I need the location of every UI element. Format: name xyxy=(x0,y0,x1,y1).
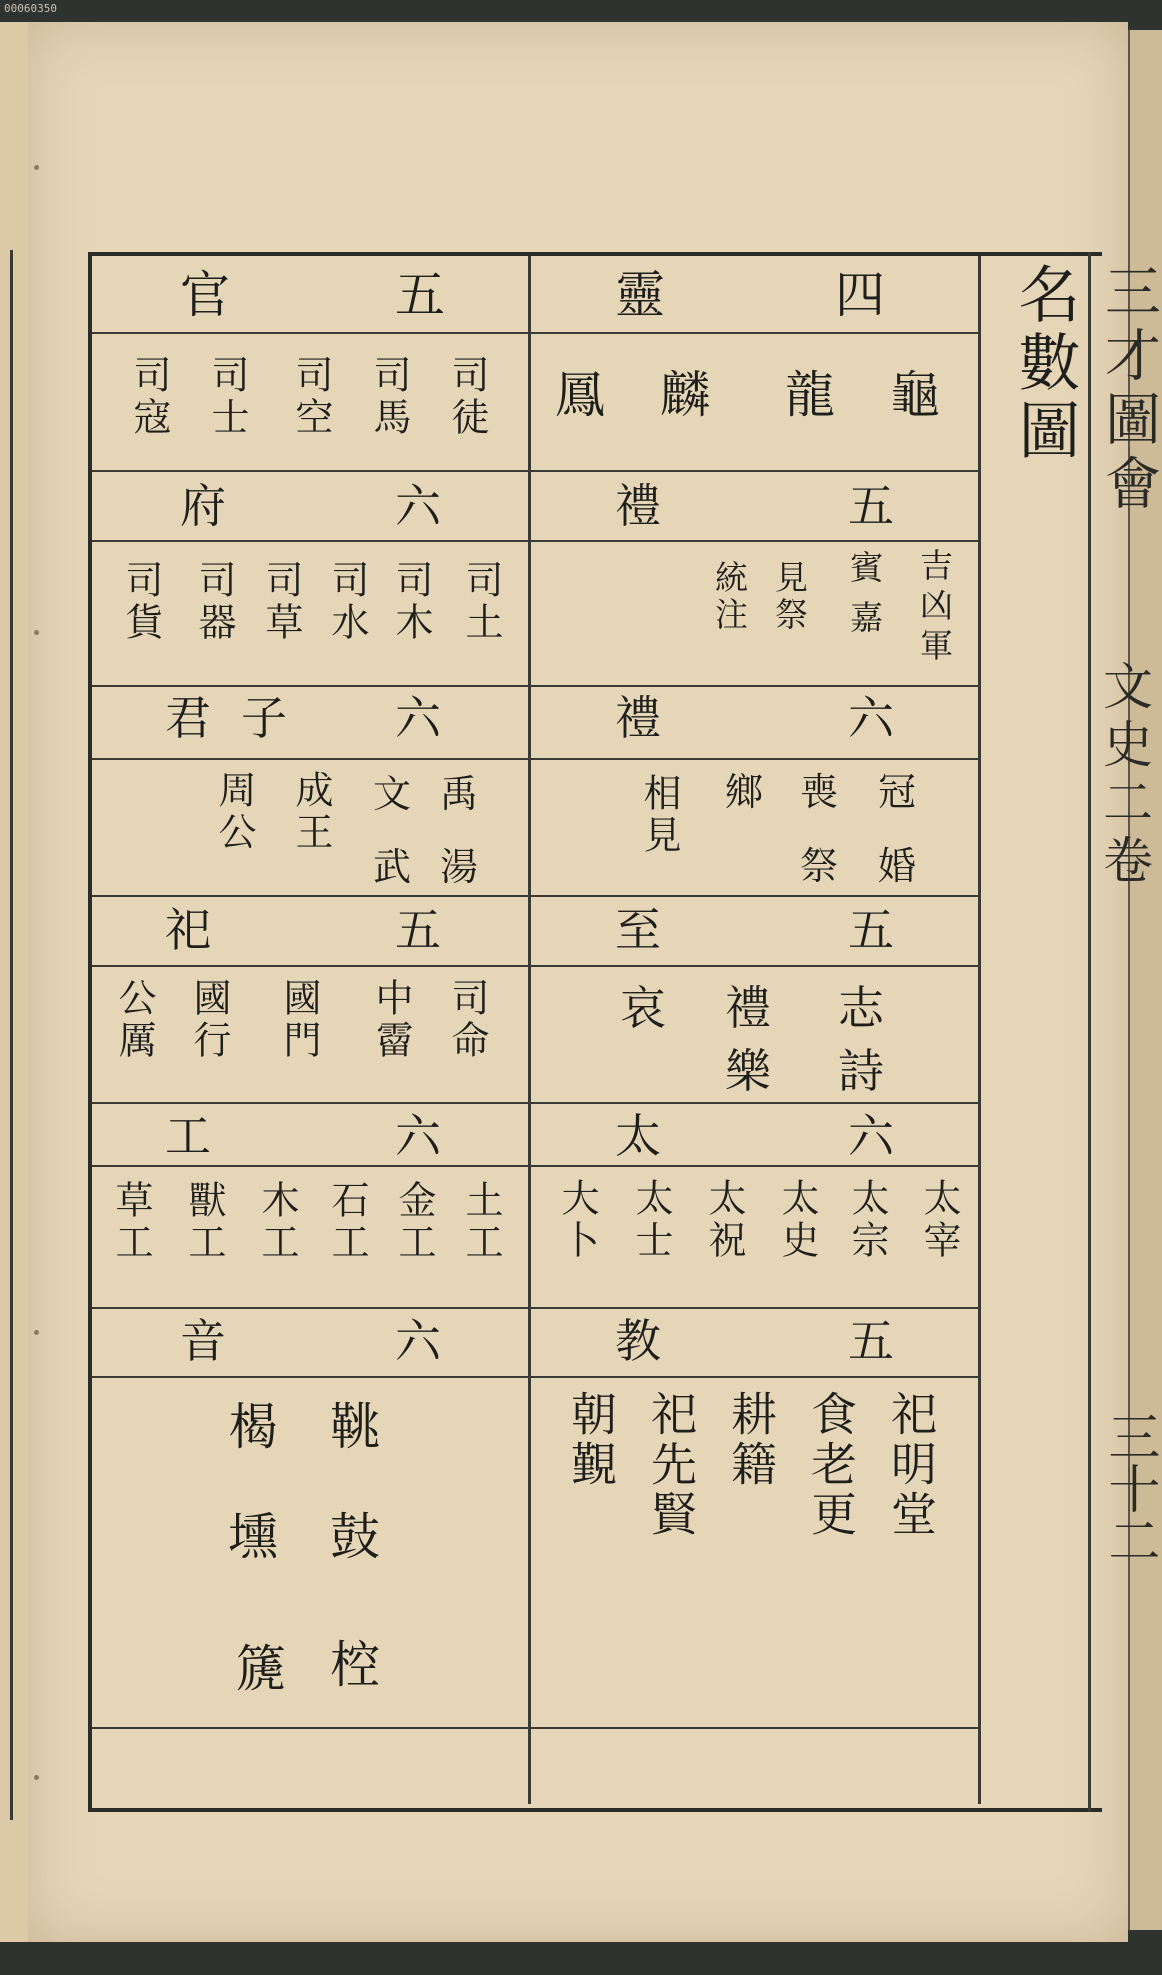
item: 湯 xyxy=(440,845,479,889)
heading-word: 祀 xyxy=(165,903,211,957)
heading-number: 五 xyxy=(395,266,445,324)
table-frame xyxy=(88,252,1102,1812)
heading-number: 五 xyxy=(848,903,894,957)
item: 成王 xyxy=(289,770,333,854)
item: 軍 xyxy=(915,628,954,665)
scan-id: 00060350 xyxy=(4,2,57,15)
item: 禮 xyxy=(725,981,771,1035)
item: 太士 xyxy=(629,1178,673,1262)
item: 司徒 xyxy=(445,355,489,439)
row-line xyxy=(92,470,978,472)
item: 司木 xyxy=(389,560,433,644)
item: 祀明堂 xyxy=(884,1390,938,1540)
heading-number: 六 xyxy=(395,1109,441,1163)
item: 周公 xyxy=(212,770,256,854)
item: 鞉 xyxy=(330,1398,380,1456)
gutter-title: 三才圖會 xyxy=(1096,262,1161,518)
row-line xyxy=(92,1376,978,1378)
binding-hole xyxy=(34,630,39,635)
item: 篪 xyxy=(236,1640,286,1698)
item: 司空 xyxy=(289,355,333,439)
item: 鳳 xyxy=(555,366,605,424)
heading-number: 六 xyxy=(395,479,441,533)
note: 統注 xyxy=(710,560,749,634)
row-line xyxy=(92,1307,978,1309)
item: 冠 xyxy=(878,770,917,814)
item: 禹 xyxy=(440,772,479,816)
item: 祭 xyxy=(800,844,839,888)
previous-page-rule xyxy=(10,250,13,1820)
item: 志 xyxy=(838,981,884,1035)
heading-word: 君子 xyxy=(165,691,317,745)
item: 獸工 xyxy=(182,1180,226,1264)
item: 國行 xyxy=(187,978,231,1062)
row-line xyxy=(92,1727,978,1729)
figure-title: 名數圖 xyxy=(1008,262,1081,466)
item: 司貨 xyxy=(119,560,163,644)
item: 麟 xyxy=(660,366,710,424)
item: 大卜 xyxy=(555,1178,599,1262)
item: 土工 xyxy=(459,1180,503,1264)
heading-word: 府 xyxy=(180,479,226,533)
item: 司草 xyxy=(259,560,303,644)
item: 司命 xyxy=(445,978,489,1062)
binding-hole xyxy=(34,1330,39,1335)
heading-word: 至 xyxy=(615,903,661,957)
item: 司士 xyxy=(205,355,249,439)
row-line xyxy=(92,1165,978,1167)
item: 太宗 xyxy=(845,1178,889,1262)
binding-hole xyxy=(34,1775,39,1780)
title-column-divider xyxy=(978,256,981,1804)
heading-word: 禮 xyxy=(615,479,661,533)
item: 龍 xyxy=(785,366,835,424)
heading-number: 五 xyxy=(395,903,441,957)
item: 凶 xyxy=(915,588,954,625)
heading-word: 教 xyxy=(615,1314,661,1368)
item: 金工 xyxy=(392,1180,436,1264)
heading-word: 官 xyxy=(180,266,230,324)
item: 楬 xyxy=(228,1398,278,1456)
item: 祀先賢 xyxy=(644,1390,698,1540)
column-divider xyxy=(528,256,531,1804)
item: 哀 xyxy=(620,981,666,1035)
row-line xyxy=(92,965,978,967)
item: 文 xyxy=(373,772,412,816)
item: 司器 xyxy=(192,560,236,644)
item: 中霤 xyxy=(369,978,413,1062)
item: 木工 xyxy=(255,1180,299,1264)
item: 司土 xyxy=(459,560,503,644)
item: 婚 xyxy=(878,844,917,888)
item: 司水 xyxy=(325,560,369,644)
heading-number: 六 xyxy=(848,1109,894,1163)
heading-number: 六 xyxy=(395,1314,441,1368)
item: 詩 xyxy=(838,1044,884,1098)
item: 賓 xyxy=(845,550,884,587)
heading-word: 靈 xyxy=(615,266,665,324)
row-line xyxy=(92,895,978,897)
item: 武 xyxy=(373,845,412,889)
item: 司寇 xyxy=(127,355,171,439)
heading-number: 五 xyxy=(848,479,894,533)
item: 壎 xyxy=(228,1508,278,1566)
item: 太宰 xyxy=(917,1178,961,1262)
page-number: 三十二 xyxy=(1099,1410,1159,1566)
item: 吉 xyxy=(915,548,954,585)
item: 太史 xyxy=(775,1178,819,1262)
item: 草工 xyxy=(109,1180,153,1264)
item: 喪 xyxy=(800,770,839,814)
row-line xyxy=(92,540,978,542)
item: 太祝 xyxy=(702,1178,746,1262)
item: 朝覲 xyxy=(564,1390,618,1490)
note: 見祭 xyxy=(770,560,809,634)
row-line xyxy=(92,685,978,687)
gutter-subtitle: 文史二卷 xyxy=(1095,660,1153,892)
item: 龜 xyxy=(890,366,940,424)
item: 司馬 xyxy=(367,355,411,439)
heading-number: 四 xyxy=(835,266,885,324)
item: 石工 xyxy=(325,1180,369,1264)
heading-number: 五 xyxy=(848,1314,894,1368)
heading-number: 六 xyxy=(848,691,894,745)
item: 國門 xyxy=(277,978,321,1062)
heading-number: 六 xyxy=(395,691,441,745)
item: 食老更 xyxy=(804,1390,858,1540)
item: 耕籍 xyxy=(724,1390,778,1490)
right-border xyxy=(1088,252,1091,1812)
row-line xyxy=(92,332,978,334)
binding-hole xyxy=(34,165,39,170)
heading-word: 太 xyxy=(615,1109,661,1163)
heading-word: 音 xyxy=(180,1314,226,1368)
row-line xyxy=(92,758,978,760)
row-line xyxy=(92,1102,978,1104)
item: 鼓 xyxy=(330,1508,380,1566)
heading-word: 禮 xyxy=(615,691,661,745)
item: 公厲 xyxy=(112,978,156,1062)
heading-word: 工 xyxy=(165,1109,211,1163)
previous-page-edge xyxy=(0,22,31,1942)
item: 椌 xyxy=(330,1636,380,1694)
item: 嘉 xyxy=(845,600,884,637)
item: 鄉 xyxy=(725,770,764,814)
item: 樂 xyxy=(725,1044,771,1098)
item: 相見 xyxy=(637,773,681,857)
